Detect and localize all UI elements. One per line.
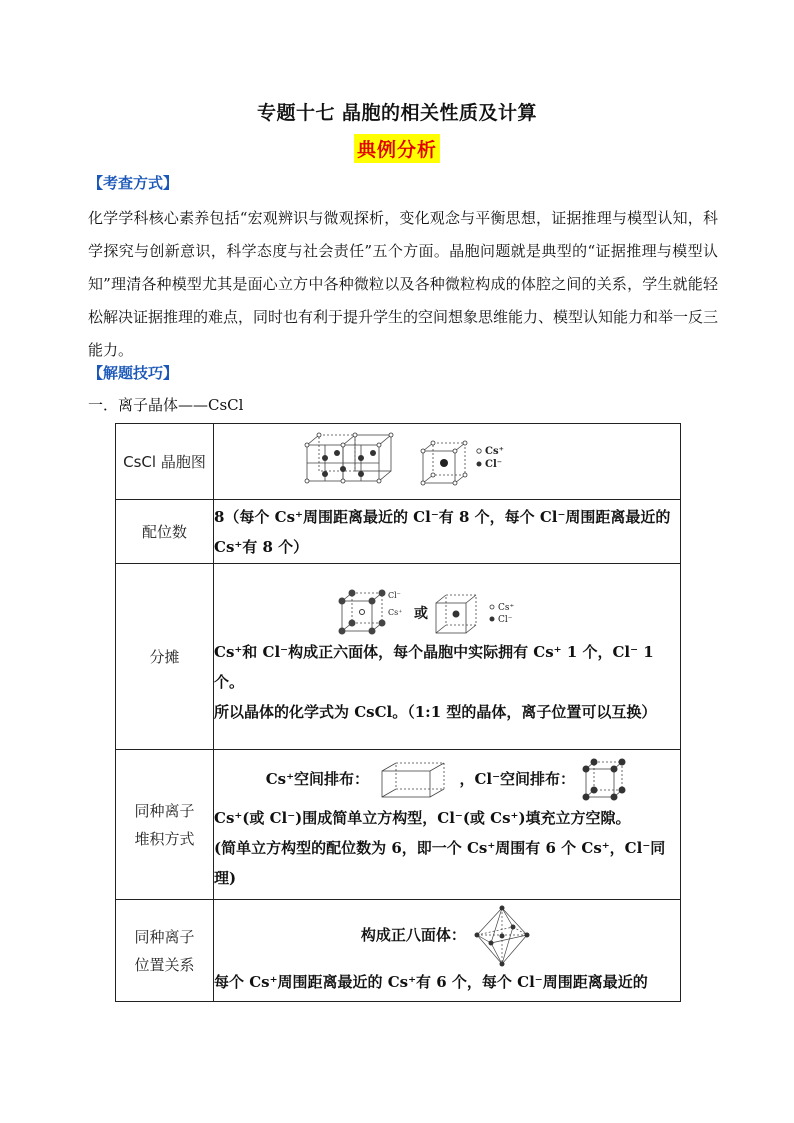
- position-cell: [214, 900, 681, 1002]
- sharing-figures: [214, 587, 680, 637]
- cell-figure-cell: [214, 424, 681, 500]
- octahedron-line: [214, 905, 680, 967]
- table-row: [116, 750, 681, 900]
- kaocha-paragraph: 化学学科核心素养包括“宏观辨识与微观探析，变化观念与平衡思想，证据推理与模型认知，科学探究与创新意识，科学态度与社会责任”五个方面。晶胞问题就是典型的“证据推理与模型认知”理清各种模型尤其是面心立方中各种微粒以及各种微粒构成的体腔之间的关系，学生就能轻松解决证据推理的难点，同时也有利于提升学生的空间想象思维能力、模型认知能力和举一反三能力。: [88, 209, 719, 359]
- coordination-text: 8（每个 Cs⁺周围距离最近的 Cl⁻有 8 个，每个 Cl⁻周围距离最近的 Cs⁺有 8 个）: [214, 500, 681, 564]
- packing-cell: [214, 750, 681, 900]
- cscl-unit-cell-figure: [297, 429, 597, 495]
- subtitle-wrap: [0, 134, 794, 163]
- part-one-heading: 一．离子晶体——CsCl: [88, 396, 244, 414]
- packing-text-2: (简单立方构型的配位数为 6，即一个 Cs⁺周围有 6 个 Cs⁺，Cl⁻同理): [214, 838, 666, 887]
- sharing-cell: [214, 564, 681, 750]
- row-label-sharing: 分摊: [116, 564, 214, 750]
- row-label-cell-figure: CsCl 晶胞图: [116, 424, 214, 500]
- sharing-text-2: 所以晶体的化学式为 CsCl。（1:1 型的晶体，离子位置可以互换）: [214, 702, 657, 721]
- sharing-or-connector: 或: [414, 605, 428, 622]
- sharing-cs-tag: Cs⁺: [388, 607, 403, 617]
- row-label-position: [116, 900, 214, 1002]
- row-label-coordination: 配位数: [116, 500, 214, 564]
- packing-label-line2: 堆积方式: [134, 829, 195, 848]
- position-label-line2: 位置关系: [134, 955, 195, 974]
- packing-figures: [214, 757, 680, 803]
- row-label-packing: [116, 750, 214, 900]
- section-subtitle: 典例分析: [354, 134, 440, 163]
- sharing-text-1: Cs⁺和 Cl⁻构成正六面体，每个晶胞中实际拥有 Cs⁺ 1 个，Cl⁻ 1 个。: [214, 642, 654, 691]
- table-row: [116, 500, 681, 564]
- position-text-1: 每个 Cs⁺周围距离最近的 Cs⁺有 6 个，每个 Cl⁻周围距离最近的: [214, 972, 648, 991]
- cl-arrangement-label: ，Cl⁻空间排布：: [459, 769, 576, 788]
- cl-simple-cubic-figure: [580, 757, 628, 803]
- packing-label-line1: 同种离子: [134, 801, 195, 820]
- sharing-figure: [332, 587, 562, 637]
- cs-simple-cubic-figure: [374, 759, 454, 801]
- table-row: [116, 900, 681, 1002]
- sharing-cl-tag: Cl⁻: [388, 590, 401, 600]
- cscl-table: [115, 423, 681, 1002]
- packing-text-1: Cs⁺(或 Cl⁻)围成简单立方构型，Cl⁻(或 Cs⁺)填充立方空隙。: [214, 808, 631, 827]
- table-row: [116, 564, 681, 750]
- position-label-line1: 同种离子: [134, 927, 195, 946]
- legend-cs-label: Cs⁺: [485, 445, 504, 457]
- cs-arrangement-label: Cs⁺空间排布：: [265, 769, 370, 788]
- jieti-heading: 【解题技巧】: [88, 364, 179, 382]
- legend-cl-label: Cl⁻: [485, 458, 503, 470]
- page-title: 专题十七 晶胞的相关性质及计算: [256, 102, 538, 124]
- sharing-legend-cs: Cs⁺: [498, 602, 515, 613]
- kaocha-heading: 【考查方式】: [88, 174, 179, 192]
- sharing-legend-cl: Cl⁻: [498, 614, 513, 625]
- table-row: [116, 424, 681, 500]
- octahedron-label: 构成正八面体：: [360, 925, 466, 944]
- octahedron-figure: [471, 905, 533, 967]
